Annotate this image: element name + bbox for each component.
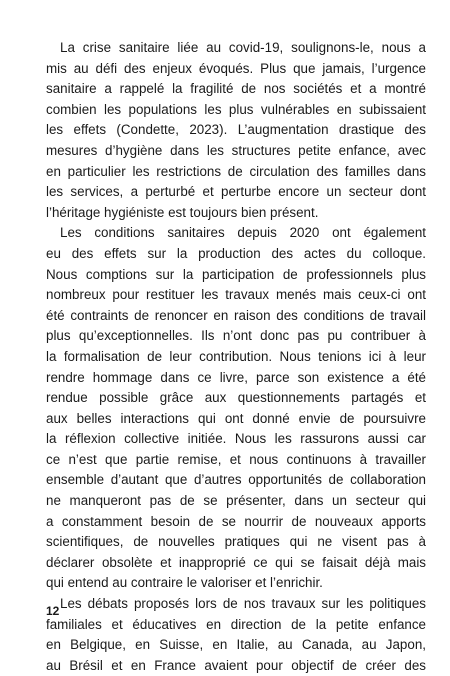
paragraph — [46, 223, 426, 594]
text-line: eu des effets sur la production des actes du colloque. — [46, 245, 426, 261]
text-line: ce n’est que partie remise, et nous continuons à travailler — [46, 451, 426, 467]
text-line: ensemble d’autant que d’autres opportunités de collaboration — [46, 472, 426, 488]
text-line: déclarer obsolète et inapproprié ce qui se faisait déjà mais — [46, 554, 426, 570]
paragraph — [46, 38, 426, 223]
text-line: rendre hommage dans ce livre, parce son existence a été — [46, 369, 426, 385]
text-line: Les débats proposés lors de nos travaux sur les politiques — [60, 596, 426, 612]
text-line: rendue possible grâce aux questionnements partagés et — [46, 390, 426, 406]
text-line: Les conditions sanitaires depuis 2020 ont également — [60, 225, 426, 241]
paragraph — [46, 594, 426, 676]
text-line: mesures d’hygiène dans les structures petite enfance, avec — [46, 142, 426, 158]
text-line: été contraints de renoncer en raison des conditions de travail — [46, 307, 426, 323]
text-line: ne manqueront pas de se présenter, dans un secteur qui — [46, 493, 426, 509]
text-line: aux belles interactions qui ont donné envie de poursuivre — [46, 410, 426, 426]
text-line: plus qu’exceptionnelles. Ils n’ont donc pas pu contribuer à — [46, 328, 426, 344]
text-line: la formalisation de leur contribution. Nous tenions ici à leur — [46, 348, 426, 364]
text-line: en particulier les restrictions de circulation des familles dans — [46, 163, 426, 179]
text-line: mis au défi des enjeux évoqués. Plus que jamais, l’urgence — [46, 60, 426, 76]
page-number: 12 — [46, 604, 60, 618]
text-line: les effets (Condette, 2023). L’augmentation drastique des — [46, 122, 426, 138]
text-line: La crise sanitaire liée au covid-19, soulignons-le, nous a — [60, 40, 426, 55]
text-line: sanitaire a rappelé la fragilité de nos sociétés et a montré — [46, 81, 426, 97]
text-line: la réflexion collective initiée. Nous les rassurons aussi car — [46, 431, 426, 447]
text-line: familiales et éducatives en direction de la petite enfance — [46, 616, 426, 632]
text-line: combien les populations les plus vulnérables en subissaient — [46, 101, 426, 117]
text-line: nombreux pour restituer les travaux menés mais ceux-ci ont — [46, 287, 426, 303]
text-line: en Belgique, en Suisse, en Italie, au Canada, au Japon, — [46, 637, 426, 653]
text-line: scientifiques, de nouvelles pratiques qui ne visent pas à — [46, 534, 426, 550]
text-line: qui entend au contraire le valoriser et l’enrichir. — [46, 575, 323, 591]
text-line: a constamment besoin de se nourrir de nouveaux apports — [46, 513, 426, 529]
text-line: Nous comptions sur la participation de professionnels plus — [46, 266, 426, 282]
body-text — [46, 38, 426, 676]
text-line: l’héritage hygiéniste est toujours bien présent. — [46, 204, 319, 220]
text-line: au Brésil et en France avaient pour objectif de créer des — [46, 657, 426, 673]
text-line: les services, a perturbé et perturbe encore un secteur dont — [46, 184, 426, 200]
